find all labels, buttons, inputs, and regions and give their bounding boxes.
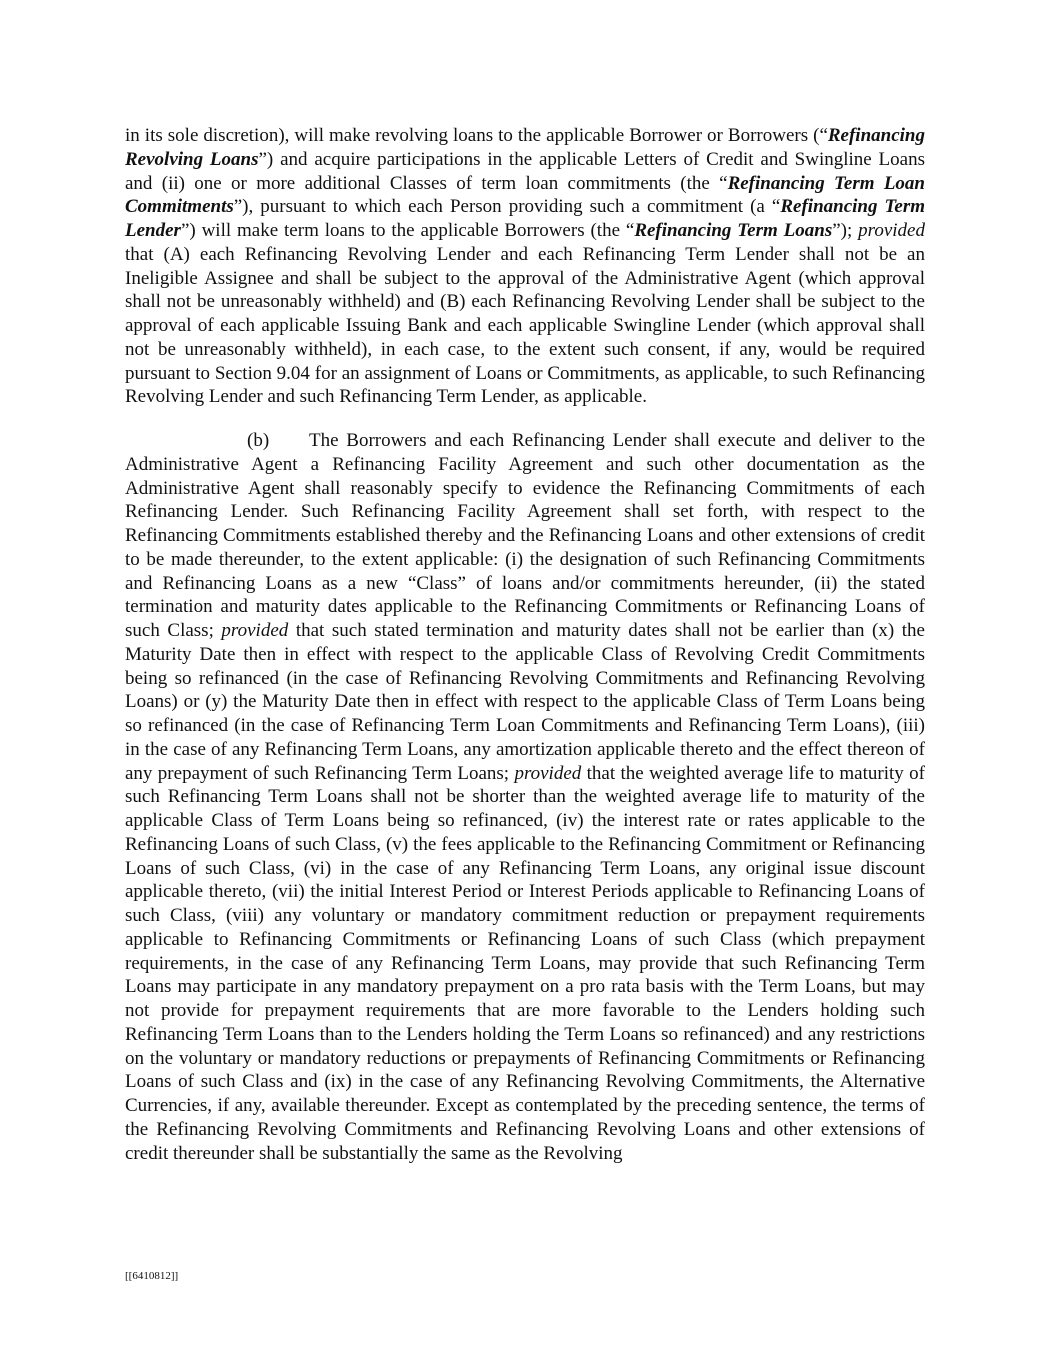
paragraph-b: [125, 429, 925, 1165]
defined-term-refinancing-term-loan-commitments: Refinancing Term Loan Commitments: [125, 172, 925, 218]
paragraph-a-text-5: ”);: [832, 220, 859, 241]
paragraph-b-marker: (b): [247, 430, 270, 451]
paragraph-b-text-3: that the weighted average life to maturity of such Refinancing Term Loans shall not be shorter than the weighted average life to maturity of the applicable Class of Term Loans being so refinanced, (iv) the interest rate or rates applicable to the Refinancing Loans of such Class, (v) the fees applicable to the Refinancing Commitment or Refinancing Loans of such Class, (vi) in the case of any Refinancing Term Loans, any original issue discount applicable thereto, (vii) the initial Interest Period or Interest Periods applicable to Refinancing Loans of such Class, (viii) any voluntary or mandatory commitment reduction or prepayment requirements applicable to Refinancing Commitments or Refinancing Loans of such Class (which prepayment requirements, in the case of any Refinancing Term Loans, may provide that such Refinancing Term Loans may participate in any mandatory prepayment on a pro rata basis with the Term Loans, but may not provide for prepayment requirements that are more favorable to the Lenders holding such Refinancing Term Loans than to the Lenders holding the Term Loans so refinanced) and any restrictions on the voluntary or mandatory reductions or prepayments of Refinancing Commitments or Refinancing Loans of such Class and (ix) in the case of any Refinancing Revolving Commitments, the Alternative Currencies, if any, available thereunder. Except as contemplated by the preceding sentence, the terms of the Refinancing Revolving Commitments and Refinancing Revolving Loans and other extensions of credit thereunder shall be substantially the same as the Revolving: [125, 762, 925, 1164]
document-id-footer: [[6410812]]: [125, 1270, 179, 1282]
provided-proviso: provided: [514, 762, 582, 784]
paragraph-a-text-3: ”), pursuant to which each Person providing such a commitment (a “: [233, 196, 781, 218]
defined-term-refinancing-term-lender: Refinancing Term Lender: [125, 196, 926, 241]
paragraph-b-text-1: The Borrowers and each Refinancing Lender shall execute and deliver to the Administrative Agent a Refinancing Facility Agreement and such other documentation as the Administrative Agent shall reasonably specify to evidence the Refinancing Commitments of each Refinancing Lender. Such Refinancing Facility Agreement shall set forth, with respect to the Refinancing Commitments established thereby and the Refinancing Loans and other extensions of credit to be made thereunder, to the extent applicable: (i) the designation of such Refinancing Commitments and Refinancing Loans as a new “Class” of loans and/or commitments hereunder, (ii) the stated termination and maturity dates applicable to the Refinancing Commitments or Refinancing Loans of such Class;: [125, 430, 925, 641]
provided-proviso: provided: [221, 620, 289, 641]
defined-term-refinancing-term-loans: Refinancing Term Loans: [634, 220, 833, 241]
paragraph-a: [125, 124, 925, 409]
paragraph-a-text-2: ”) and acquire participations in the applicable Letters of Credit and Swingline Loans and (ii) one or more additional Classes of term loan commitments (the “: [125, 148, 925, 194]
document-body: [125, 124, 925, 1165]
provided-proviso: provided: [858, 220, 925, 241]
paragraph-a-text-6: that (A) each Refinancing Revolving Lender and each Refinancing Term Lender shall not be an Ineligible Assignee and shall be subject to the approval of the Administrative Agent (which approval shall not be unreasonably withheld) and (B) each Refinancing Revolving Lender shall be subject to the approval of each applicable Issuing Bank and each applicable Swingline Lender (which approval shall not be unreasonably withheld), in each case, to the extent such consent, if any, would be required pursuant to Section 9.04 for an assignment of Loans or Commitments, as applicable, to such Refinancing Revolving Lender and such Refinancing Term Lender, as applicable.: [125, 243, 925, 408]
paragraph-b-text-2: that such stated termination and maturity dates shall not be earlier than (x) the Maturity Date then in effect with respect to the applicable Class of Revolving Credit Commitments being so refinanced (in the case of Refinancing Revolving Commitments and Refinancing Revolving Loans) or (y) the Maturity Date then in effect with respect to the applicable Class of Term Loans being so refinanced (in the case of Refinancing Term Loan Commitments and Refinancing Term Loans), (iii) in the case of any Refinancing Term Loans, any amortization applicable thereto and the effect thereon of any prepayment of such Refinancing Term Loans;: [125, 620, 925, 784]
defined-term-refinancing-revolving-loans: Refinancing Revolving Loans: [125, 125, 925, 170]
paragraph-a-text-1: in its sole discretion), will make revolving loans to the applicable Borrower or Borrowers (“: [125, 125, 828, 146]
paragraph-a-text-4: ”) will make term loans to the applicable Borrowers (the “: [180, 220, 635, 241]
